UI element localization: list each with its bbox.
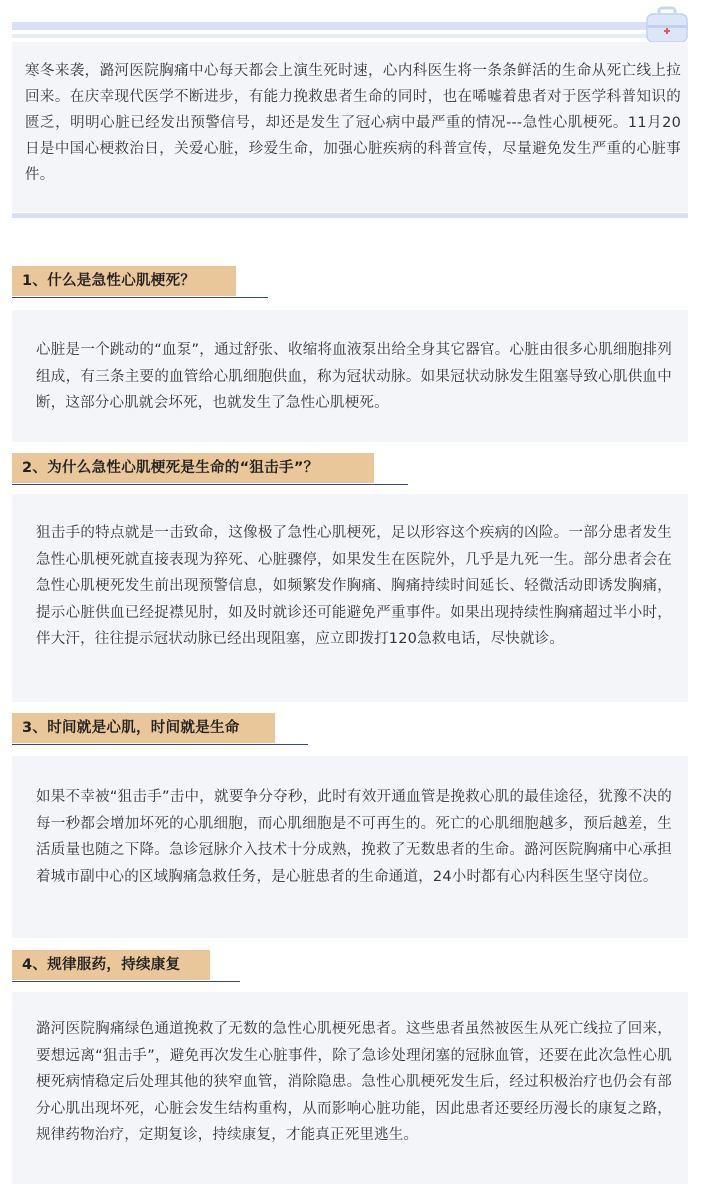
- section-2-heading-underline: [12, 484, 408, 485]
- section-2-body: 狙击手的特点就是一击致命，这像极了急性心肌梗死，足以形容这个疾病的凶险。一部分患者发生急性心肌梗死就直接表现为猝死、心脏骤停，如果发生在医院外，几乎是九死一生。部分患者会在急性心肌梗死发生前出现预警信息，如频繁发作胸痛、胸痛持续时间延长、轻微活动即诱发胸痛，提示心脏供血已经捉襟见肘，如及时就诊还可能避免严重事件。如果出现持续性胸痛超过半小时，伴大汗，往往提示冠状动脉已经出现阻塞，应立即拨打120急救电话，尽快就诊。: [36, 525, 672, 647]
- section-3-heading-underline: [12, 744, 308, 745]
- top-decorative-band-secondary: [12, 34, 688, 38]
- section-1-heading: 1、什么是急性心肌梗死？: [12, 266, 236, 296]
- intro-divider: [12, 213, 688, 218]
- first-aid-kit-icon: [646, 6, 688, 44]
- section-1-heading-underline: [12, 297, 268, 298]
- section-4-body: 潞河医院胸痛绿色通道挽救了无数的急性心肌梗死患者。这些患者虽然被医生从死亡线拉了回来，要想远离“狙击手”，避免再次发生心脏事件，除了急诊处理闭塞的冠脉血管，还要在此次急性心肌梗死病情稳定后处理其他的狭窄血管，消除隐患。急性心肌梗死发生后，经过积极治疗也仍会有部分心肌出现坏死，心脏会发生结构重构，从而影响心脏功能，因此患者还要经历漫长的康复之路，规律药物治疗，定期复诊，持续康复，才能真正死里逃生。: [36, 1021, 672, 1143]
- section-4-heading: 4、规律服药，持续康复: [12, 950, 210, 980]
- top-decorative-band: [12, 22, 688, 30]
- section-2-heading: 2、为什么急性心肌梗死是生命的“狙击手”？: [12, 453, 374, 483]
- section-3-heading: 3、时间就是心肌，时间就是生命: [12, 713, 275, 743]
- section-3-body: 如果不幸被“狙击手”击中，就要争分夺秒，此时有效开通血管是挽救心肌的最佳途径，犹豫不决的每一秒都会增加坏死的心肌细胞，而心肌细胞是不可再生的。死亡的心肌细胞越多，预后越差，生活质量也随之下降。急诊冠脉介入技术十分成熟，挽救了无数患者的生命。潞河医院胸痛中心承担着城市副中心的区域胸痛急救任务，是心脏患者的生命通道，24小时都有心内科医生坚守岗位。: [36, 789, 672, 885]
- section-4-heading-underline: [12, 981, 240, 982]
- intro-paragraph: 寒冬来袭，潞河医院胸痛中心每天都会上演生死时速，心内科医生将一条条鲜活的生命从死亡线上拉回来。在庆幸现代医学不断进步，有能力挽救患者生命的同时，也在唏嘘着患者对于医学科普知识的匮乏，明明心脏已经发出预警信号，却还是发生了冠心病中最严重的情况---急性心肌梗死。11月20日是中国心梗救治日，关爱心脏，珍爱生命，加强心脏疾病的科普宣传，尽量避免发生严重的心脏事件。: [25, 63, 681, 183]
- section-1-body: 心脏是一个跳动的“血泵”，通过舒张、收缩将血液泵出给全身其它器官。心脏由很多心肌细胞排列组成，有三条主要的血管给心肌细胞供血，称为冠状动脉。如果冠状动脉发生阻塞导致心肌供血中断，这部分心肌就会坏死，也就发生了急性心肌梗死。: [36, 342, 672, 411]
